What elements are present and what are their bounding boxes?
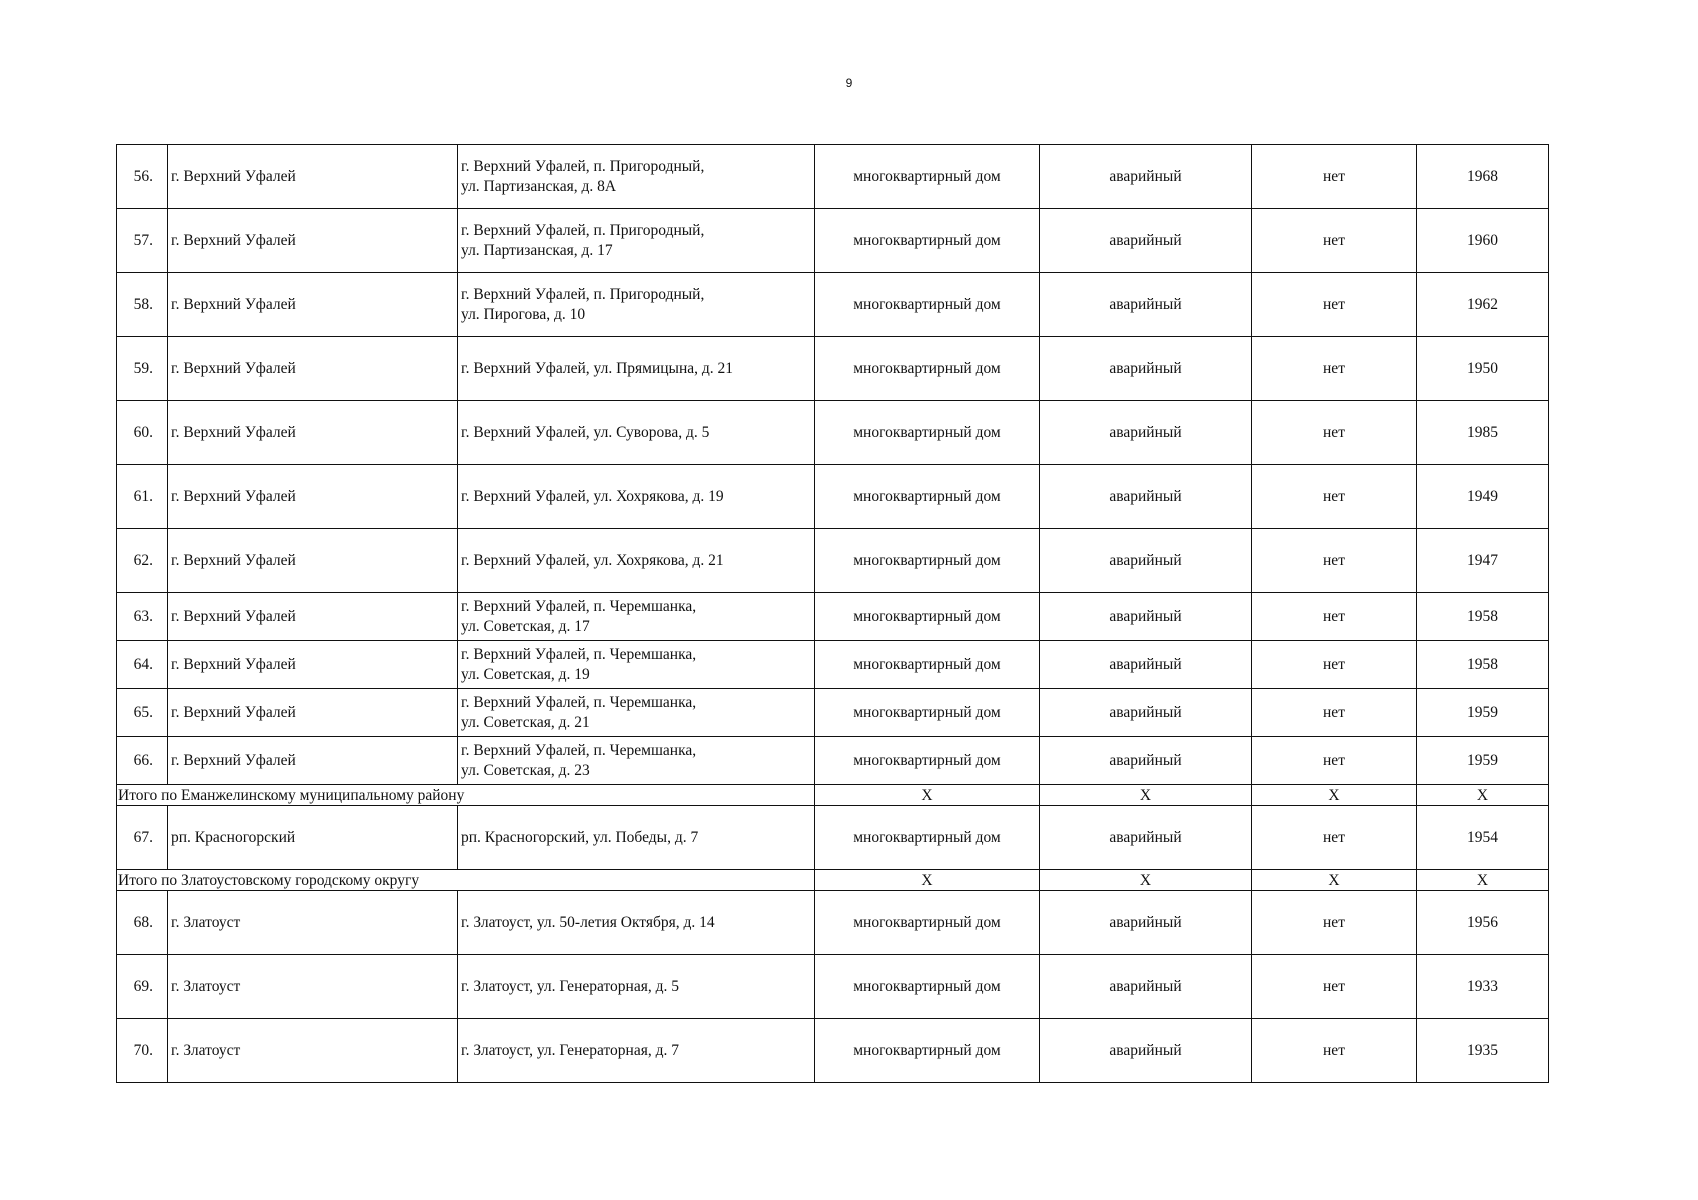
locality-cell: г. Верхний Уфалей [168, 593, 458, 641]
registry-body [117, 145, 1549, 1083]
flag-cell: нет [1252, 145, 1417, 209]
building-type-cell: многоквартирный дом [815, 689, 1040, 737]
housing-registry-table [116, 144, 1549, 1083]
page-number: 9 [845, 76, 853, 90]
status-cell: аварийный [1040, 891, 1252, 955]
locality-cell: г. Верхний Уфалей [168, 689, 458, 737]
address-line: ул. Советская, д. 17 [461, 617, 590, 635]
row-number: 70. [117, 1019, 168, 1083]
table-row [117, 641, 1549, 689]
status-cell: аварийный [1040, 955, 1252, 1019]
address-line: г. Верхний Уфалей, п. Черемшанка, [461, 693, 697, 711]
status-cell: аварийный [1040, 209, 1252, 273]
locality-cell: г. Златоуст [168, 1019, 458, 1083]
address-line: г. Златоуст, ул. Генераторная, д. 7 [461, 1041, 679, 1059]
subtotal-mark: X [1417, 785, 1549, 806]
building-type-cell: многоквартирный дом [815, 955, 1040, 1019]
flag-cell: нет [1252, 689, 1417, 737]
flag-cell: нет [1252, 209, 1417, 273]
table-row [117, 891, 1549, 955]
row-number: 60. [117, 401, 168, 465]
status-cell: аварийный [1040, 737, 1252, 785]
building-type-cell: многоквартирный дом [815, 529, 1040, 593]
address-cell [458, 955, 815, 1019]
building-type-cell: многоквартирный дом [815, 737, 1040, 785]
table-row [117, 465, 1549, 529]
building-type-cell: многоквартирный дом [815, 337, 1040, 401]
subtotal-mark: X [1252, 785, 1417, 806]
subtotal-mark: X [1417, 870, 1549, 891]
locality-cell: г. Верхний Уфалей [168, 337, 458, 401]
year-cell: 1947 [1417, 529, 1549, 593]
locality-cell: г. Златоуст [168, 955, 458, 1019]
address-line: г. Верхний Уфалей, ул. Хохрякова, д. 19 [461, 487, 724, 505]
locality-cell: г. Верхний Уфалей [168, 273, 458, 337]
table-row [117, 337, 1549, 401]
row-number: 58. [117, 273, 168, 337]
building-type-cell: многоквартирный дом [815, 593, 1040, 641]
subtotal-mark: X [815, 785, 1040, 806]
subtotal-label: Итого по Златоустовскому городскому округу [117, 870, 815, 891]
subtotal-mark: X [1252, 870, 1417, 891]
table-row [117, 209, 1549, 273]
locality-cell: г. Верхний Уфалей [168, 641, 458, 689]
address-cell [458, 641, 815, 689]
status-cell: аварийный [1040, 337, 1252, 401]
row-number: 64. [117, 641, 168, 689]
year-cell: 1958 [1417, 641, 1549, 689]
row-number: 59. [117, 337, 168, 401]
year-cell: 1956 [1417, 891, 1549, 955]
table-row [117, 1019, 1549, 1083]
row-number: 66. [117, 737, 168, 785]
address-line: г. Верхний Уфалей, ул. Хохрякова, д. 21 [461, 551, 724, 569]
building-type-cell: многоквартирный дом [815, 273, 1040, 337]
row-number: 69. [117, 955, 168, 1019]
year-cell: 1962 [1417, 273, 1549, 337]
subtotal-mark: X [1040, 785, 1252, 806]
year-cell: 1933 [1417, 955, 1549, 1019]
table-row [117, 273, 1549, 337]
status-cell: аварийный [1040, 273, 1252, 337]
locality-cell: г. Златоуст [168, 891, 458, 955]
subtotal-mark: X [815, 870, 1040, 891]
table-row [117, 401, 1549, 465]
row-number: 61. [117, 465, 168, 529]
address-line: рп. Красногорский, ул. Победы, д. 7 [461, 828, 699, 846]
address-cell [458, 806, 815, 870]
address-cell [458, 593, 815, 641]
status-cell: аварийный [1040, 401, 1252, 465]
address-line: ул. Советская, д. 23 [461, 761, 590, 779]
year-cell: 1950 [1417, 337, 1549, 401]
address-line: г. Златоуст, ул. 50-летия Октября, д. 14 [461, 913, 715, 931]
table-row [117, 955, 1549, 1019]
flag-cell: нет [1252, 465, 1417, 529]
subtotal-label: Итого по Еманжелинскому муниципальному району [117, 785, 815, 806]
building-type-cell: многоквартирный дом [815, 209, 1040, 273]
status-cell: аварийный [1040, 641, 1252, 689]
row-number: 67. [117, 806, 168, 870]
flag-cell: нет [1252, 529, 1417, 593]
address-line: г. Верхний Уфалей, п. Черемшанка, [461, 741, 697, 759]
year-cell: 1949 [1417, 465, 1549, 529]
address-cell [458, 401, 815, 465]
address-line: г. Верхний Уфалей, п. Пригородный, [461, 285, 705, 303]
address-line: г. Верхний Уфалей, п. Черемшанка, [461, 597, 697, 615]
table-row [117, 145, 1549, 209]
year-cell: 1959 [1417, 689, 1549, 737]
year-cell: 1935 [1417, 1019, 1549, 1083]
status-cell: аварийный [1040, 145, 1252, 209]
address-line: г. Верхний Уфалей, ул. Суворова, д. 5 [461, 423, 710, 441]
status-cell: аварийный [1040, 806, 1252, 870]
status-cell: аварийный [1040, 689, 1252, 737]
flag-cell: нет [1252, 737, 1417, 785]
address-line: ул. Партизанская, д. 8А [461, 177, 617, 195]
address-cell [458, 529, 815, 593]
address-line: ул. Советская, д. 19 [461, 665, 590, 683]
building-type-cell: многоквартирный дом [815, 401, 1040, 465]
year-cell: 1985 [1417, 401, 1549, 465]
address-line: ул. Партизанская, д. 17 [461, 241, 613, 259]
status-cell: аварийный [1040, 1019, 1252, 1083]
address-line: ул. Пирогова, д. 10 [461, 305, 586, 323]
subtotal-row [117, 870, 1549, 891]
address-cell [458, 737, 815, 785]
subtotal-row [117, 785, 1549, 806]
address-cell [458, 273, 815, 337]
year-cell: 1960 [1417, 209, 1549, 273]
flag-cell: нет [1252, 337, 1417, 401]
address-line: г. Верхний Уфалей, ул. Прямицына, д. 21 [461, 359, 734, 377]
address-line: г. Златоуст, ул. Генераторная, д. 5 [461, 977, 679, 995]
row-number: 65. [117, 689, 168, 737]
year-cell: 1958 [1417, 593, 1549, 641]
locality-cell: г. Верхний Уфалей [168, 529, 458, 593]
locality-cell: г. Верхний Уфалей [168, 465, 458, 529]
flag-cell: нет [1252, 806, 1417, 870]
address-cell [458, 209, 815, 273]
address-cell [458, 145, 815, 209]
address-cell [458, 891, 815, 955]
address-cell [458, 337, 815, 401]
flag-cell: нет [1252, 891, 1417, 955]
table-row [117, 689, 1549, 737]
status-cell: аварийный [1040, 593, 1252, 641]
address-line: г. Верхний Уфалей, п. Пригородный, [461, 221, 705, 239]
address-cell [458, 1019, 815, 1083]
table-row [117, 593, 1549, 641]
year-cell: 1959 [1417, 737, 1549, 785]
flag-cell: нет [1252, 593, 1417, 641]
address-cell [458, 689, 815, 737]
building-type-cell: многоквартирный дом [815, 641, 1040, 689]
building-type-cell: многоквартирный дом [815, 145, 1040, 209]
address-line: г. Верхний Уфалей, п. Черемшанка, [461, 645, 697, 663]
row-number: 62. [117, 529, 168, 593]
table-row [117, 806, 1549, 870]
year-cell: 1954 [1417, 806, 1549, 870]
building-type-cell: многоквартирный дом [815, 465, 1040, 529]
building-type-cell: многоквартирный дом [815, 891, 1040, 955]
table-row [117, 529, 1549, 593]
subtotal-mark: X [1040, 870, 1252, 891]
locality-cell: г. Верхний Уфалей [168, 145, 458, 209]
locality-cell: г. Верхний Уфалей [168, 737, 458, 785]
flag-cell: нет [1252, 955, 1417, 1019]
building-type-cell: многоквартирный дом [815, 1019, 1040, 1083]
locality-cell: г. Верхний Уфалей [168, 209, 458, 273]
row-number: 56. [117, 145, 168, 209]
row-number: 57. [117, 209, 168, 273]
building-type-cell: многоквартирный дом [815, 806, 1040, 870]
table-row [117, 737, 1549, 785]
address-line: г. Верхний Уфалей, п. Пригородный, [461, 157, 705, 175]
flag-cell: нет [1252, 273, 1417, 337]
flag-cell: нет [1252, 1019, 1417, 1083]
locality-cell: г. Верхний Уфалей [168, 401, 458, 465]
row-number: 68. [117, 891, 168, 955]
flag-cell: нет [1252, 401, 1417, 465]
address-line: ул. Советская, д. 21 [461, 713, 590, 731]
address-cell [458, 465, 815, 529]
flag-cell: нет [1252, 641, 1417, 689]
row-number: 63. [117, 593, 168, 641]
status-cell: аварийный [1040, 465, 1252, 529]
locality-cell: рп. Красногорский [168, 806, 458, 870]
year-cell: 1968 [1417, 145, 1549, 209]
status-cell: аварийный [1040, 529, 1252, 593]
